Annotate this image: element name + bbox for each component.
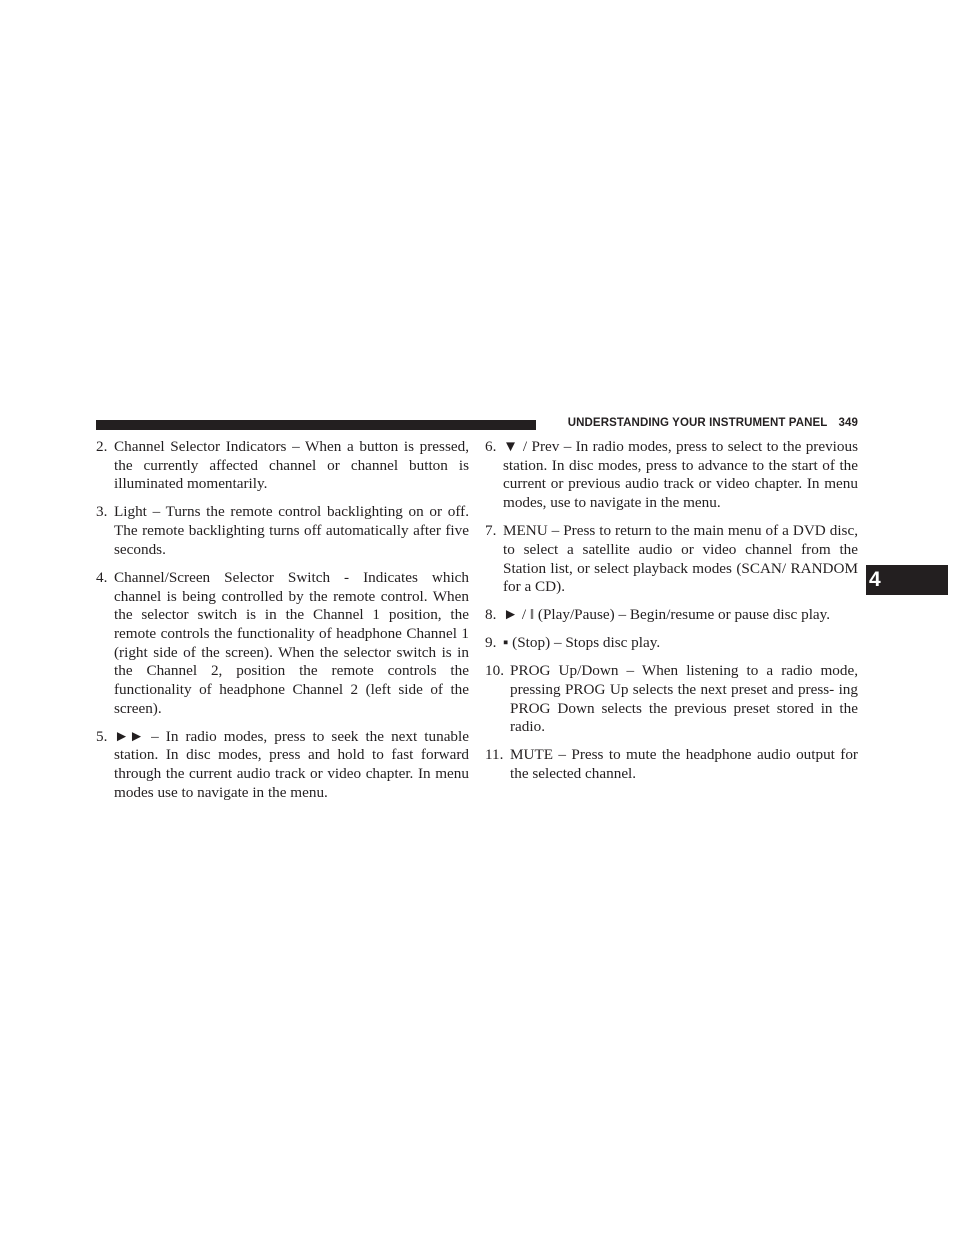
list-item (96, 728, 469, 803)
item-text: Channel Selector Indicators – When a button is pressed, the currently affected channel or channel button is illuminated momentarily. (114, 438, 469, 493)
item-number: 4. (96, 568, 108, 586)
page-number: 349 (838, 417, 858, 429)
item-text: Channel/Screen Selector Switch - Indicates which channel is being controlled by the remote control. When the selector switch is in the Channel 1 position, the remote controls the functionality of headphone Channel 1 (right side of the screen). When the selector switch is in the Channel 2, position the remote controls the functionality of headphone Channel 2 (left side of the screen). (114, 568, 469, 717)
left-column (96, 438, 469, 812)
item-text: ►► – In radio modes, press to seek the next tunable station. In disc modes, press and hold to fast forward through the current audio track or video chapter. In menu modes use to navigate in the menu. (114, 727, 469, 801)
item-number: 2. (96, 438, 108, 455)
header-rule (96, 420, 536, 430)
item-text: MUTE – Press to mute the headphone audio output for the selected channel. (510, 746, 858, 783)
section-title: UNDERSTANDING YOUR INSTRUMENT PANEL (567, 417, 828, 429)
list-item (96, 438, 469, 494)
item-text: PROG Up/Down – When listening to a radio mode, pressing PROG Up selects the next preset and press- ing PROG Down selects the previous preset stored in the radio. (510, 662, 858, 736)
list-item (96, 569, 469, 719)
item-number: 5. (96, 727, 108, 745)
item-number: 11. (485, 746, 504, 764)
item-number: 6. (485, 438, 497, 455)
item-text: Light – Turns the remote control backlighting on or off. The remote backlighting turns off automatically after five seconds. (114, 503, 469, 558)
item-number: 8. (485, 606, 497, 624)
running-header (568, 417, 858, 429)
list-item (485, 522, 858, 597)
list-item (485, 662, 858, 737)
item-number: 10. (485, 662, 504, 680)
right-column (485, 438, 858, 793)
list-item (485, 606, 858, 625)
item-text: ▼ / Prev – In radio modes, press to select to the previous station. In disc modes, press to advance to the start of the current or previous audio track or video chapter. In menu modes, use to navigate in the menu. (503, 438, 858, 512)
list-item (96, 503, 469, 559)
item-text: MENU – Press to return to the main menu of a DVD disc, to select a satellite audio or video channel from the Station list, or select playback modes (SCAN/ RANDOM for a CD). (503, 522, 858, 596)
list-item (485, 634, 858, 653)
item-number: 9. (485, 634, 497, 652)
item-number: 7. (485, 522, 497, 540)
list-item (485, 438, 858, 513)
item-text: ▪ (Stop) – Stops disc play. (503, 634, 661, 652)
list-item (485, 746, 858, 783)
chapter-tab: 4 (866, 565, 948, 595)
item-text: ► / ‖ (Play/Pause) – Begin/resume or pause disc play. (503, 606, 831, 624)
item-number: 3. (96, 503, 108, 521)
